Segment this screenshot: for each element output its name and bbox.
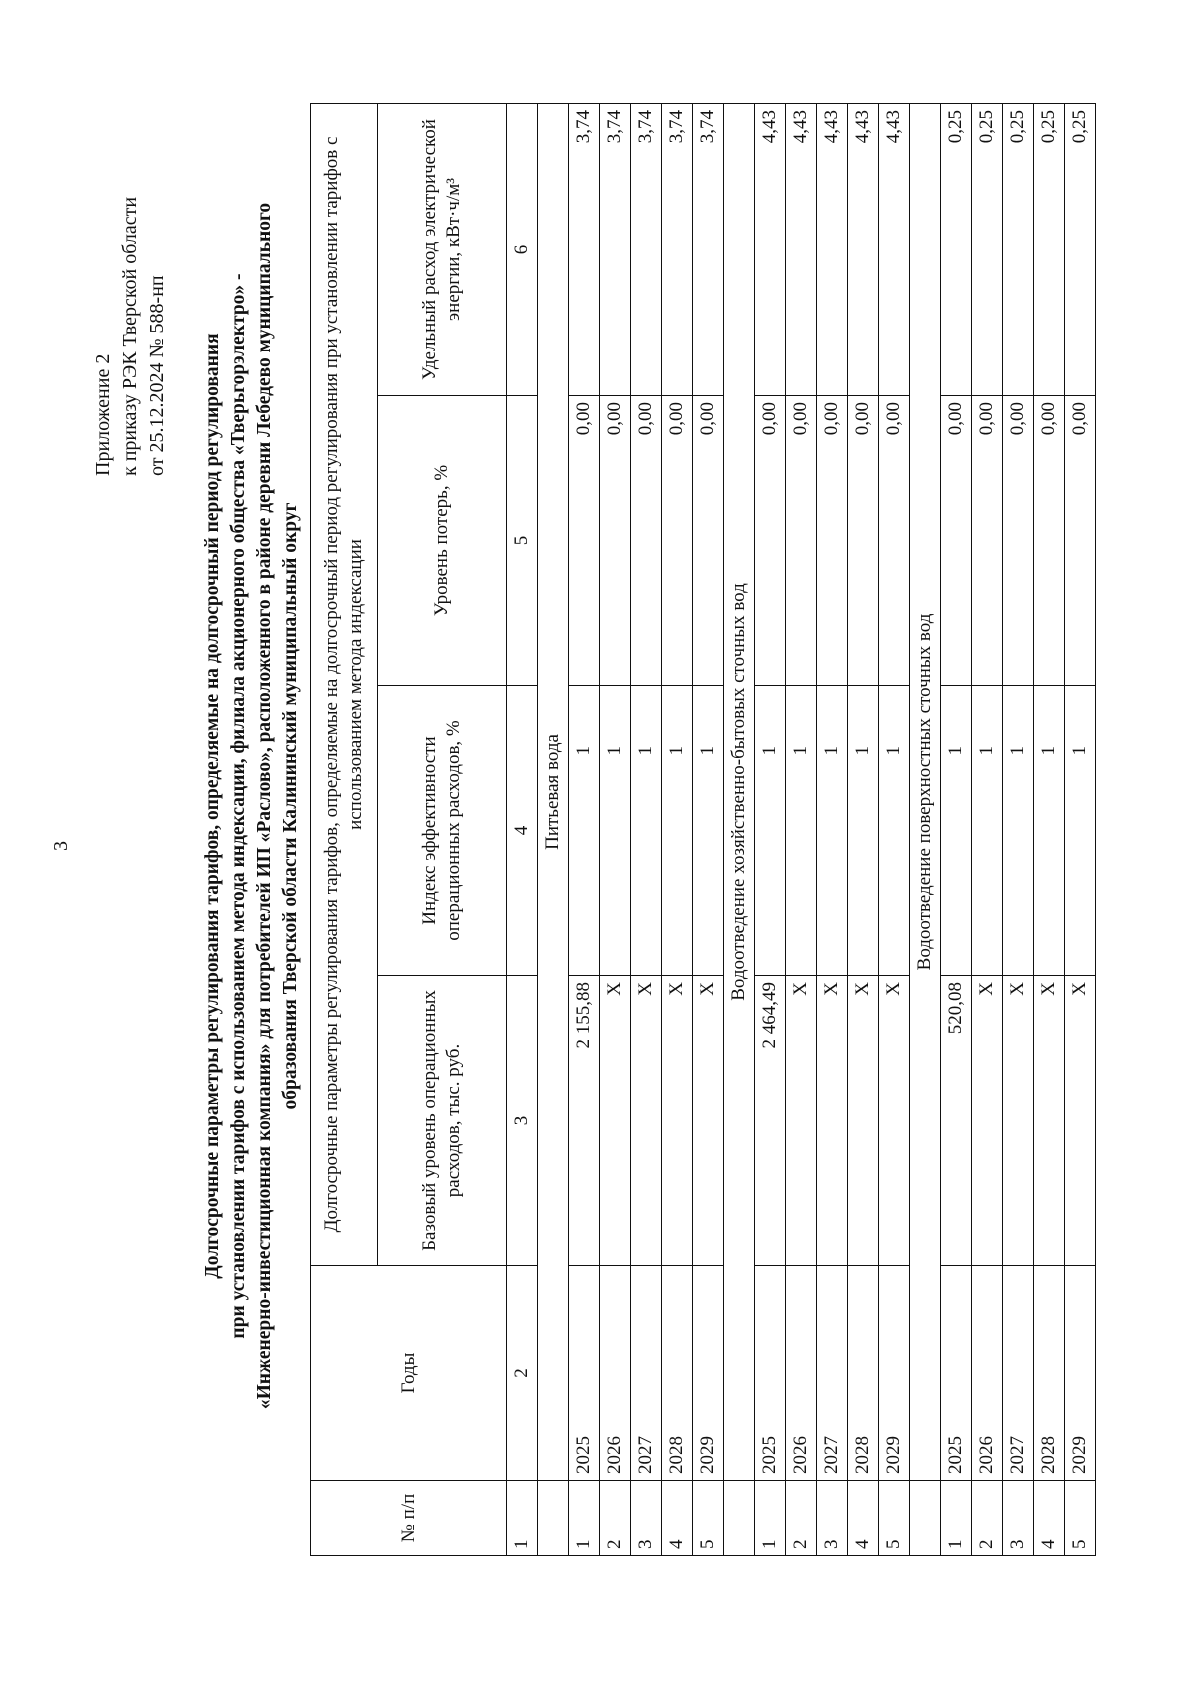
row-number: 3 [631, 1481, 662, 1556]
row-energy: 3,74 [693, 103, 724, 395]
row-number: 2 [972, 1481, 1003, 1556]
section-spacer [724, 1481, 755, 1556]
column-numbers-row [507, 103, 538, 1555]
row-losses: 0,00 [941, 396, 972, 686]
section-title: Водоотведение поверхностных сточных вод [910, 103, 941, 1480]
column-number-cell: 6 [507, 103, 538, 395]
row-losses: 0,00 [600, 396, 631, 686]
appendix-line: Приложение 2 [92, 353, 114, 476]
row-losses: 0,00 [693, 396, 724, 686]
row-efficiency-index: 1 [631, 686, 662, 976]
section-header-row [538, 103, 569, 1555]
table-row [848, 103, 879, 1555]
row-losses: 0,00 [1034, 396, 1065, 686]
row-year: 2025 [941, 1266, 972, 1481]
row-efficiency-index: 1 [1003, 686, 1034, 976]
table-row [941, 103, 972, 1555]
row-efficiency-index: 1 [600, 686, 631, 976]
row-base-costs: Х [631, 976, 662, 1266]
row-efficiency-index: 1 [848, 686, 879, 976]
row-base-costs: 2 155,88 [569, 976, 600, 1266]
row-energy: 0,25 [972, 103, 1003, 395]
appendix-line: к приказу РЭК Тверской области [119, 196, 141, 476]
row-year: 2025 [755, 1266, 786, 1481]
row-number: 3 [817, 1481, 848, 1556]
header-num: № п/п [311, 1481, 507, 1556]
row-efficiency-index: 1 [569, 686, 600, 976]
row-energy: 0,25 [1003, 103, 1034, 395]
row-energy: 3,74 [662, 103, 693, 395]
row-base-costs: Х [848, 976, 879, 1266]
table-row [879, 103, 910, 1555]
row-efficiency-index: 1 [755, 686, 786, 976]
table-row [569, 103, 600, 1555]
row-base-costs: Х [786, 976, 817, 1266]
column-number-cell: 5 [507, 396, 538, 686]
header-energy: Удельный расход электрической энергии, кВт·ч/м³ [378, 103, 507, 395]
row-energy: 0,25 [1034, 103, 1065, 395]
appendix-line: от 25.12.2024 № 588-нп [146, 275, 168, 476]
section-header-row [724, 103, 755, 1555]
row-year: 2028 [662, 1266, 693, 1481]
row-number: 4 [1034, 1481, 1065, 1556]
row-number: 4 [848, 1481, 879, 1556]
row-efficiency-index: 1 [693, 686, 724, 976]
section-spacer [910, 1481, 941, 1556]
document-title [200, 106, 304, 1506]
table-row [1034, 103, 1065, 1555]
row-base-costs: Х [1065, 976, 1096, 1266]
row-year: 2029 [693, 1266, 724, 1481]
row-year: 2027 [1003, 1266, 1034, 1481]
column-number-cell: 2 [507, 1266, 538, 1481]
table-row [1065, 103, 1096, 1555]
title-line: при установлении тарифов с использованием метода индексации, филиала акционерного общества «Тверьгорэлектро» - [228, 273, 249, 1339]
row-losses: 0,00 [1003, 396, 1034, 686]
row-efficiency-index: 1 [1034, 686, 1065, 976]
row-base-costs: Х [1034, 976, 1065, 1266]
row-year: 2026 [600, 1266, 631, 1481]
title-line: образования Тверской области Калининский муниципальный округ [280, 502, 301, 1110]
row-year: 2027 [631, 1266, 662, 1481]
row-losses: 0,00 [755, 396, 786, 686]
row-losses: 0,00 [879, 396, 910, 686]
row-energy: 0,25 [941, 103, 972, 395]
row-energy: 4,43 [786, 103, 817, 395]
row-energy: 3,74 [631, 103, 662, 395]
parameters-table [310, 103, 1096, 1556]
section-header-row [910, 103, 941, 1555]
row-number: 5 [693, 1481, 724, 1556]
table-row [600, 103, 631, 1555]
row-year: 2027 [817, 1266, 848, 1481]
header-base-costs: Базовый уровень операционных расходов, тыс. руб. [378, 976, 507, 1266]
row-losses: 0,00 [786, 396, 817, 686]
row-energy: 4,43 [879, 103, 910, 395]
table-row [662, 103, 693, 1555]
table-body [507, 103, 1096, 1555]
row-base-costs: Х [662, 976, 693, 1266]
row-energy: 3,74 [569, 103, 600, 395]
row-number: 1 [569, 1481, 600, 1556]
header-efficiency-index: Индекс эффективности операционных расходов, % [378, 686, 507, 976]
row-year: 2029 [879, 1266, 910, 1481]
row-number: 1 [755, 1481, 786, 1556]
row-efficiency-index: 1 [662, 686, 693, 976]
row-energy: 4,43 [848, 103, 879, 395]
table-row [1003, 103, 1034, 1555]
row-number: 5 [1065, 1481, 1096, 1556]
row-losses: 0,00 [569, 396, 600, 686]
column-number-cell: 4 [507, 686, 538, 976]
row-number: 5 [879, 1481, 910, 1556]
row-losses: 0,00 [1065, 396, 1096, 686]
header-losses: Уровень потерь, % [378, 396, 507, 686]
row-efficiency-index: 1 [941, 686, 972, 976]
column-number-cell: 1 [507, 1481, 538, 1556]
page-number: 3 [50, 841, 72, 851]
title-line: Долгосрочные параметры регулирования тарифов, определяемые на долгосрочный период регулирования [202, 333, 223, 1279]
section-title: Водоотведение хозяйственно-бытовых сточных вод [724, 103, 755, 1480]
table-row [817, 103, 848, 1555]
row-base-costs: Х [879, 976, 910, 1266]
row-base-costs: Х [693, 976, 724, 1266]
row-base-costs: Х [600, 976, 631, 1266]
row-year: 2025 [569, 1266, 600, 1481]
row-base-costs: Х [972, 976, 1003, 1266]
section-spacer [538, 1481, 569, 1556]
table-row [755, 103, 786, 1555]
row-energy: 3,74 [600, 103, 631, 395]
row-losses: 0,00 [631, 396, 662, 686]
row-number: 3 [1003, 1481, 1034, 1556]
row-base-costs: Х [817, 976, 848, 1266]
row-base-costs: 520,08 [941, 976, 972, 1266]
row-year: 2026 [972, 1266, 1003, 1481]
row-number: 4 [662, 1481, 693, 1556]
row-efficiency-index: 1 [817, 686, 848, 976]
row-energy: 4,43 [755, 103, 786, 395]
column-number-cell: 3 [507, 976, 538, 1266]
title-line: «Инженерно-инвестиционная компания» для потребителей ИП «Раслово», расположенного в районе деревни Лебедево муниципального [254, 202, 275, 1410]
row-year: 2029 [1065, 1266, 1096, 1481]
row-efficiency-index: 1 [972, 686, 1003, 976]
row-year: 2028 [1034, 1266, 1065, 1481]
section-title: Питьевая вода [538, 103, 569, 1480]
appendix-block [90, 56, 171, 476]
header-years: Годы [311, 1266, 507, 1481]
row-energy: 4,43 [817, 103, 848, 395]
table-row [693, 103, 724, 1555]
table-row [786, 103, 817, 1555]
row-base-costs: Х [1003, 976, 1034, 1266]
row-losses: 0,00 [972, 396, 1003, 686]
row-number: 2 [786, 1481, 817, 1556]
table-row [631, 103, 662, 1555]
row-base-costs: 2 464,49 [755, 976, 786, 1266]
row-number: 1 [941, 1481, 972, 1556]
row-number: 2 [600, 1481, 631, 1556]
row-efficiency-index: 1 [786, 686, 817, 976]
row-year: 2026 [786, 1266, 817, 1481]
table-row [972, 103, 1003, 1555]
row-losses: 0,00 [848, 396, 879, 686]
row-losses: 0,00 [817, 396, 848, 686]
row-losses: 0,00 [662, 396, 693, 686]
row-efficiency-index: 1 [1065, 686, 1096, 976]
row-year: 2028 [848, 1266, 879, 1481]
row-energy: 0,25 [1065, 103, 1096, 395]
row-efficiency-index: 1 [879, 686, 910, 976]
header-group: Долгосрочные параметры регулирования тарифов, определяемые на долгосрочный период регулирования при установлении тарифов с использованием метода индексации [311, 103, 378, 1265]
